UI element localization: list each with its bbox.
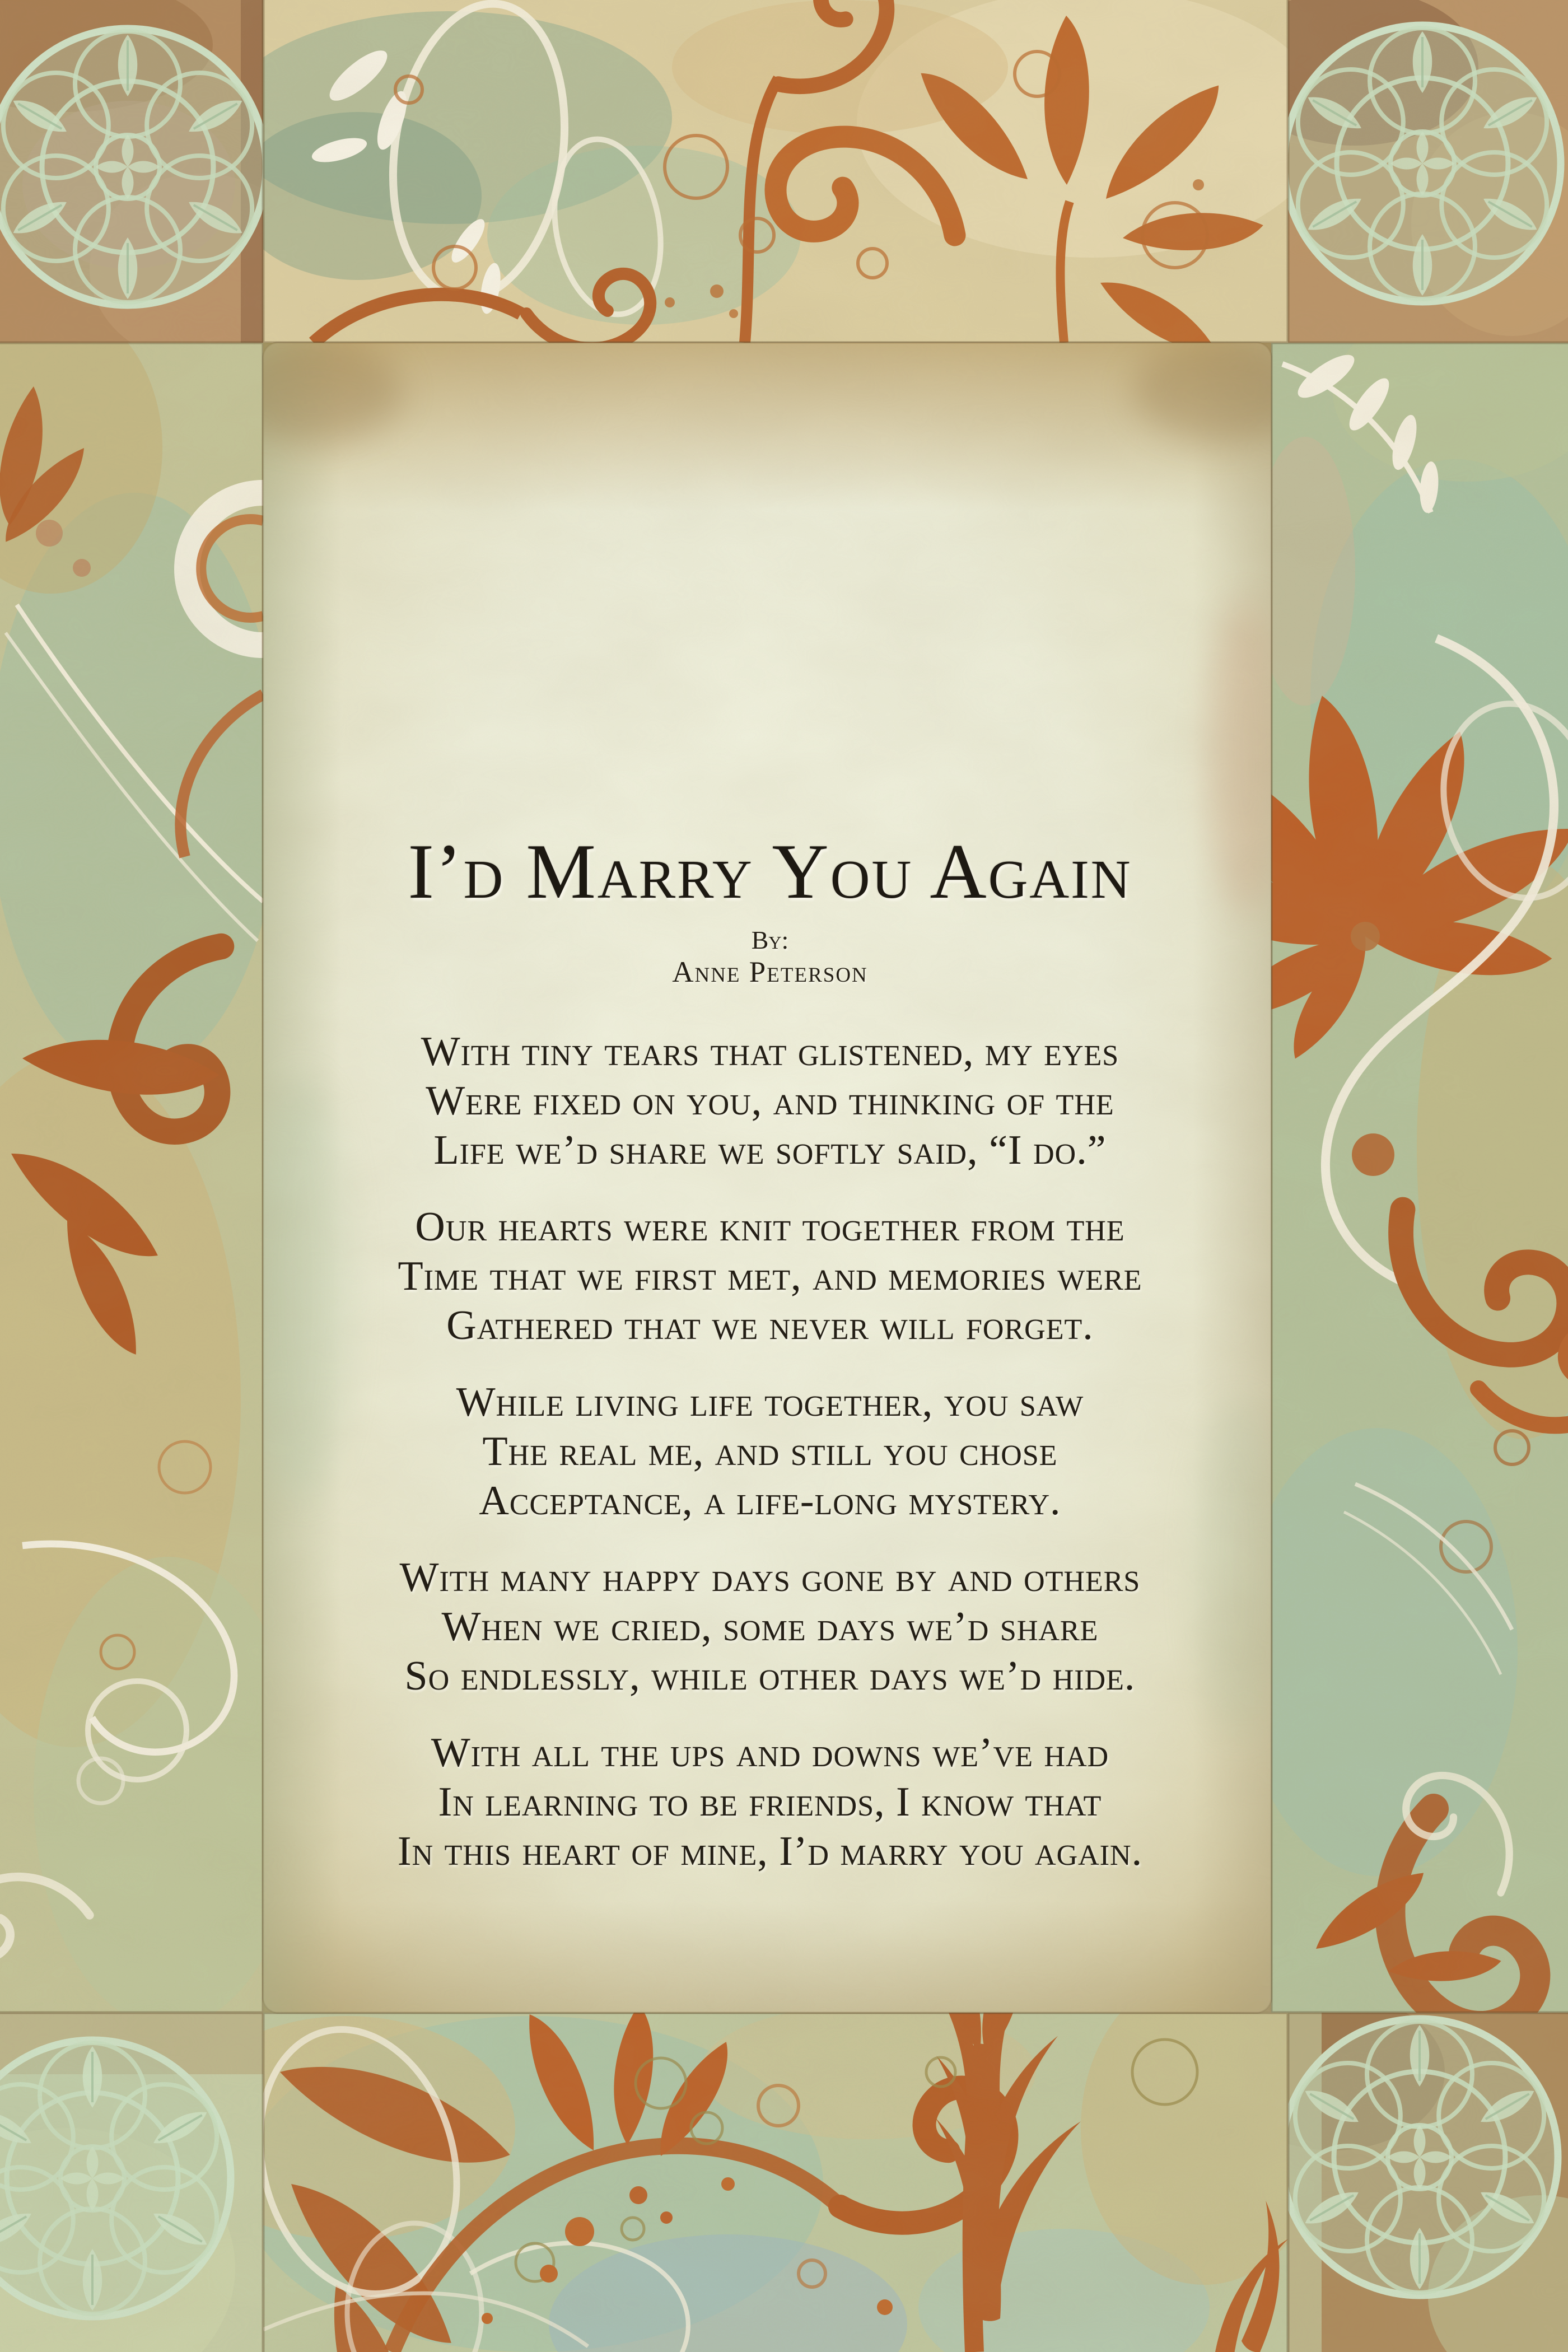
poem-line: With many happy days gone by and others <box>399 1555 1141 1600</box>
poem-line: Our hearts were knit together from the <box>415 1204 1125 1250</box>
byline-label: By: <box>751 926 789 954</box>
poem-author: Anne Peterson <box>672 956 868 988</box>
poem-line: Time that we first met, and memories were <box>398 1253 1142 1299</box>
poem-line: With all the ups and downs we’ve had <box>431 1730 1109 1776</box>
poem-line: Life we’d share we softly said, “I do.” <box>433 1127 1107 1173</box>
stanza-3 <box>263 1378 1277 1525</box>
poem-line: Gathered that we never will forget. <box>446 1303 1094 1348</box>
poem-text <box>263 1027 1277 1903</box>
stanza-4 <box>263 1553 1277 1701</box>
poem-line: When we cried, some days we’d share <box>441 1604 1099 1650</box>
poem-line: The real me, and still you chose <box>482 1429 1058 1474</box>
poem-line: Were fixed on you, and thinking of the <box>426 1078 1114 1124</box>
poem-line: In this heart of mine, I’d marry you again. <box>397 1828 1143 1874</box>
poem-title: I’d Marry You Again <box>408 828 1132 915</box>
stanza-1 <box>263 1027 1277 1175</box>
poem-line: So endlessly, while other days we’d hide. <box>404 1653 1136 1699</box>
poem-line: With tiny tears that glistened, my eyes <box>421 1029 1119 1075</box>
stanza-5 <box>263 1728 1277 1876</box>
poem-line: In learning to be friends, I know that <box>438 1779 1102 1825</box>
poem-line: Acceptance, a life-long mystery. <box>479 1478 1061 1524</box>
poem-line: While living life together, you saw <box>456 1379 1084 1425</box>
stanza-2 <box>263 1202 1277 1350</box>
